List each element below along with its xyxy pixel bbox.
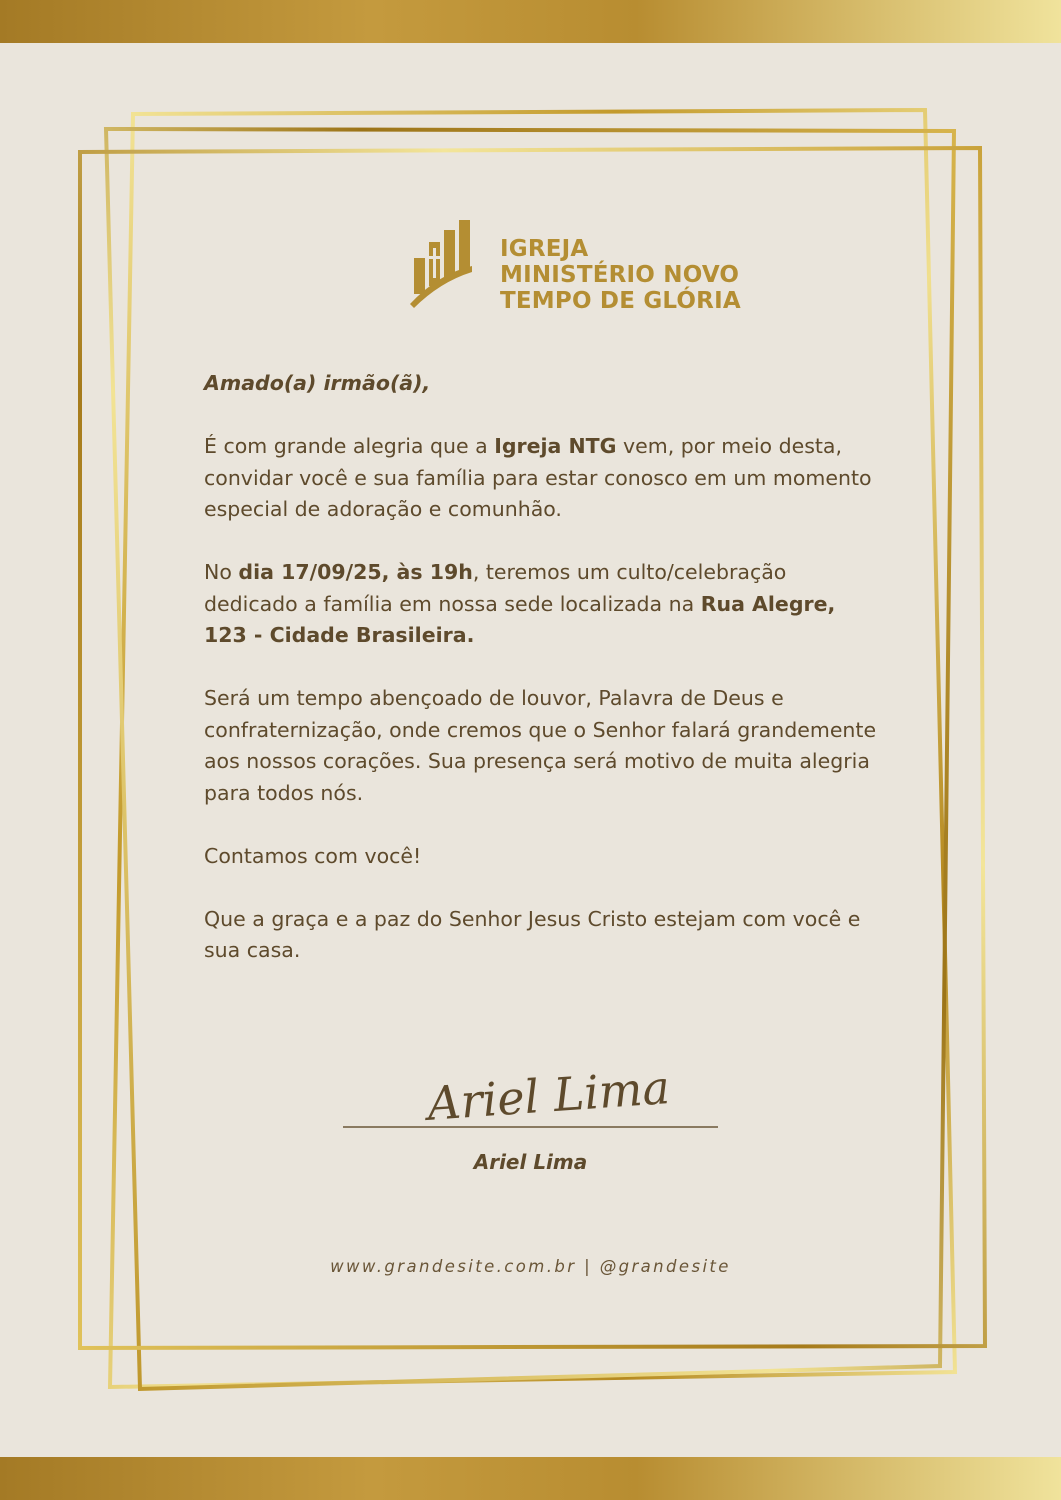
event-address: Rua Alegre, 123 - Cidade Brasileira.: [204, 591, 836, 647]
church-logo: [408, 218, 741, 314]
footer-contact[interactable]: www.grandesite.com.br | @grandesite: [330, 1257, 731, 1276]
church-short-name: Igreja NTG: [494, 434, 617, 458]
p1-text-after: vem, por meio desta, convidar você e sua família para estar conosco em um momento especial de adoração e comunhão.: [204, 434, 872, 521]
church-cross-columns-icon: [408, 218, 474, 310]
signature-script: Ariel Lima: [425, 1060, 672, 1131]
church-name-line-3: TEMPO DE GLÓRIA: [500, 288, 741, 314]
p2-text-before: No: [204, 560, 239, 584]
p1-text-before: É com grande alegria que a: [204, 434, 495, 458]
p2-text-middle: , teremos um culto/celebração dedicado a família em nossa sede localizada na: [204, 560, 787, 616]
church-name-line-1: IGREJA: [500, 236, 589, 262]
church-name-line-2: MINISTÉRIO NOVO: [500, 262, 740, 288]
event-date-time: dia 17/09/25, às 19h: [238, 560, 473, 584]
church-name: [500, 236, 741, 314]
letter-body: [204, 368, 884, 998]
paragraph-blessing: Será um tempo abençoado de louvor, Palavra de Deus e confraternização, onde cremos que o Senhor falará grandemente aos nossos corações. Sua presença será motivo de muita alegria para todos nós.: [204, 686, 877, 805]
greeting: Amado(a) irmão(ã),: [204, 371, 431, 395]
paragraph-closing: Que a graça e a paz do Senhor Jesus Cristo estejam com você e sua casa.: [204, 906, 861, 962]
signer-name: Ariel Lima: [473, 1150, 588, 1174]
paragraph-event-details: [204, 557, 884, 652]
handwritten-signature: [340, 1060, 730, 1140]
paragraph-count-on-you: Contamos com você!: [204, 843, 422, 868]
paragraph-invitation: [204, 431, 884, 526]
